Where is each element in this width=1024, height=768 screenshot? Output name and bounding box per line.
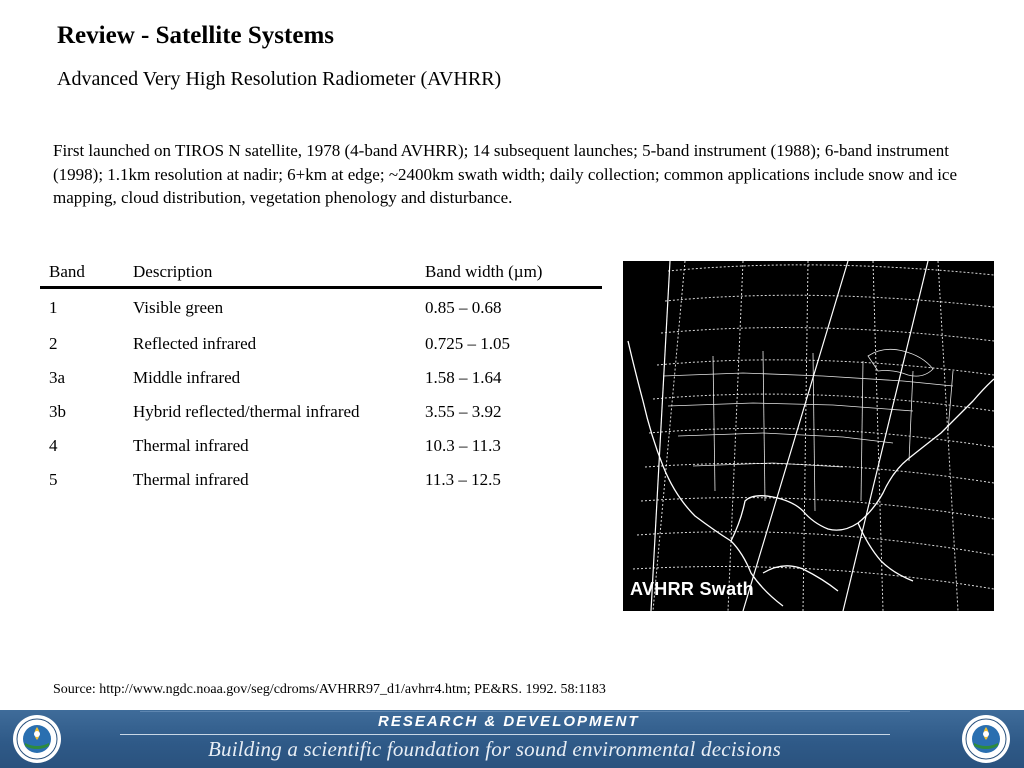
band-width-cell: 1.58 – 1.64 [425,368,502,387]
band-cell: 5 [49,470,58,489]
footer-tagline: Building a scientific foundation for sound environmental decisions [208,737,781,761]
footer-top-rule [140,711,910,712]
header-band-width: Band width (µm) [416,258,602,288]
swath-map-drawing [623,261,994,611]
band-width-cell: 10.3 – 11.3 [425,436,501,455]
footer-heading: RESEARCH & DEVELOPMENT [378,713,640,730]
description-cell: Thermal infrared [133,470,249,489]
band-cell: 3a [49,368,66,387]
coastline-outline [628,341,994,606]
band-table [40,258,602,497]
source-citation: Source: http://www.ngdc.noaa.gov/seg/cdroms/AVHRR97_d1/avhrr4.htm; PE&RS. 1992. 58:1183 [53,682,606,697]
swath-boundaries [651,261,928,611]
latitude-grid [633,265,994,589]
table-row [40,463,602,497]
table-row [40,288,602,328]
longitude-grid [653,261,958,611]
description-cell: Thermal infrared [133,436,249,455]
description-cell: Reflected infrared [133,334,257,353]
slide-subtitle: Advanced Very High Resolution Radiometer (AVHRR) [57,68,502,90]
band-cell: 4 [49,436,58,455]
summary-paragraph: First launched on TIROS N satellite, 1978 (4-band AVHRR); 14 subsequent launches; 5-band instrument (1988); 6-band instrument (1998); 1.1km resolution at nadir; 6+km at edge; ~2400km swath width; daily collection; common applications include snow and ice mapping, cloud distribution, vegetation phenology and disturbance. [53,141,958,207]
header-description: Description [124,258,416,288]
state-borders [663,349,953,511]
table-row [40,327,602,361]
map-caption: AVHRR Swath [630,579,754,599]
avhrr-swath-map [623,261,994,611]
footer-divider [120,734,890,735]
epa-seal-icon [961,714,1011,764]
footer-banner [0,710,1024,768]
band-cell: 1 [49,298,58,317]
table-row [40,429,602,463]
band-cell: 2 [49,334,58,353]
table-row [40,361,602,395]
slide-title: Review - Satellite Systems [57,22,335,49]
table-header-row [40,258,602,288]
band-width-cell: 0.725 – 1.05 [425,334,510,353]
description-cell: Middle infrared [133,368,241,387]
epa-seal-icon [12,714,62,764]
description-cell: Visible green [133,298,224,317]
band-width-cell: 3.55 – 3.92 [425,402,502,421]
description-cell: Hybrid reflected/thermal infrared [133,402,360,421]
table-row [40,395,602,429]
band-width-cell: 11.3 – 12.5 [425,470,501,489]
band-width-cell: 0.85 – 0.68 [425,298,502,317]
band-cell: 3b [49,402,66,421]
header-band: Band [40,258,124,288]
